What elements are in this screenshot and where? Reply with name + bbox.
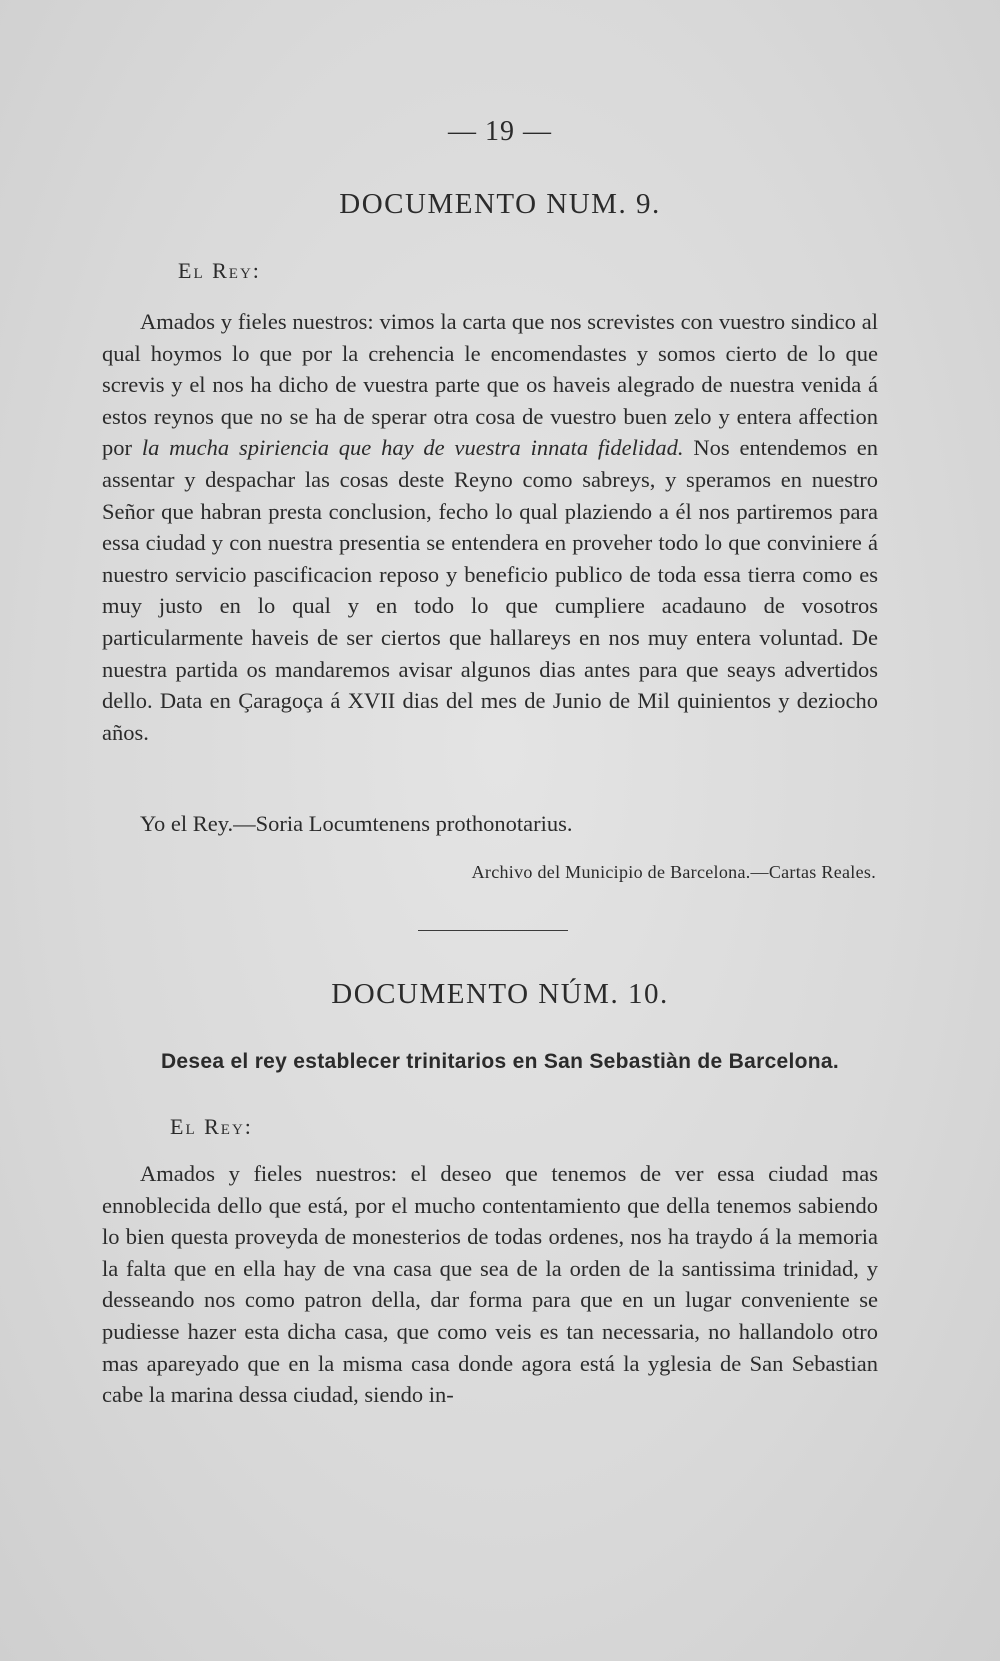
document-9-body-italic: la mucha spiriencia que hay de vuestra innata fidelidad. [141, 435, 684, 461]
document-9-body-text-continued: Nos entendemos en assentar y despachar las cosas deste Reyno como sabreys, y speramos en nuestro Señor que habran presta conclusion, fecho lo qual plaziendo a él nos partiremos para essa ciudad y con nuestra presentia se entendera en proveher todo lo que conviniere á nuestro servicio pascificacion reposo y beneficio publico de toda essa tierra como es muy justo en lo qual y en todo lo que cumpliere acadauno de vosotros particularmente haveis de ser ciertos que hallareys en nos muy entera voluntad. De nuestra partida os mandaremos avisar algunos dias antes para que seays advertidos dello. Data en Çaragoça á XVII dias del mes de Junio de Mil quinientos y deziocho años. [102, 435, 878, 745]
document-10-body: Amados y fieles nuestros: el deseo que tenemos de ver essa ciudad mas ennoblecida dello que está, por el mucho contentamiento que della tenemos sabiendo lo bien questa proveyda de monesterios de todas ordenes, nos ha traydo á la memoria la falta que en ella hay de vna casa que sea de la orden de la santissima trinidad, y desseando nos como patron della, dar forma para que en un lugar conveniente se pudiesse hazer esta dicha casa, que como veis es tan necessaria, no hallandolo otro mas apareyado que en la misma casa donde agora está la yglesia de San Sebastian cabe la marina dessa ciudad, siendo in- [102, 1161, 878, 1408]
section-divider [418, 930, 568, 931]
document-10-salutation: El Rey: [170, 1114, 253, 1139]
document-9-body-text: Amados y fieles nuestros: vimos la carta que nos screvistes con vuestro sindico al qual hoymos lo que por la crehencia le encomendastes y somos cierto de lo que screvis y el nos ha dicho de vuestra parte que os haveis alegrado de nuestra venida á estos reynos que no se ha de sperar otra cosa de vuestro buen zelo y entera affection por [102, 309, 878, 461]
document-9-heading: DOCUMENTO NUM. 9. [339, 188, 661, 220]
document-9-body [102, 306, 878, 748]
document-9-signature: Yo el Rey.—Soria Locumtenens prothonotarius. [140, 811, 573, 836]
document-9-archive-reference: Archivo del Municipio de Barcelona.—Cartas Reales. [471, 862, 876, 882]
page-number: — 19 — [448, 116, 552, 147]
document-10-subtitle: Desea el rey establecer trinitarios en San Sebastiàn de Barcelona. [160, 1050, 840, 1073]
document-10-heading: DOCUMENTO NÚM. 10. [331, 978, 669, 1010]
document-9-salutation: El Rey: [178, 258, 261, 283]
